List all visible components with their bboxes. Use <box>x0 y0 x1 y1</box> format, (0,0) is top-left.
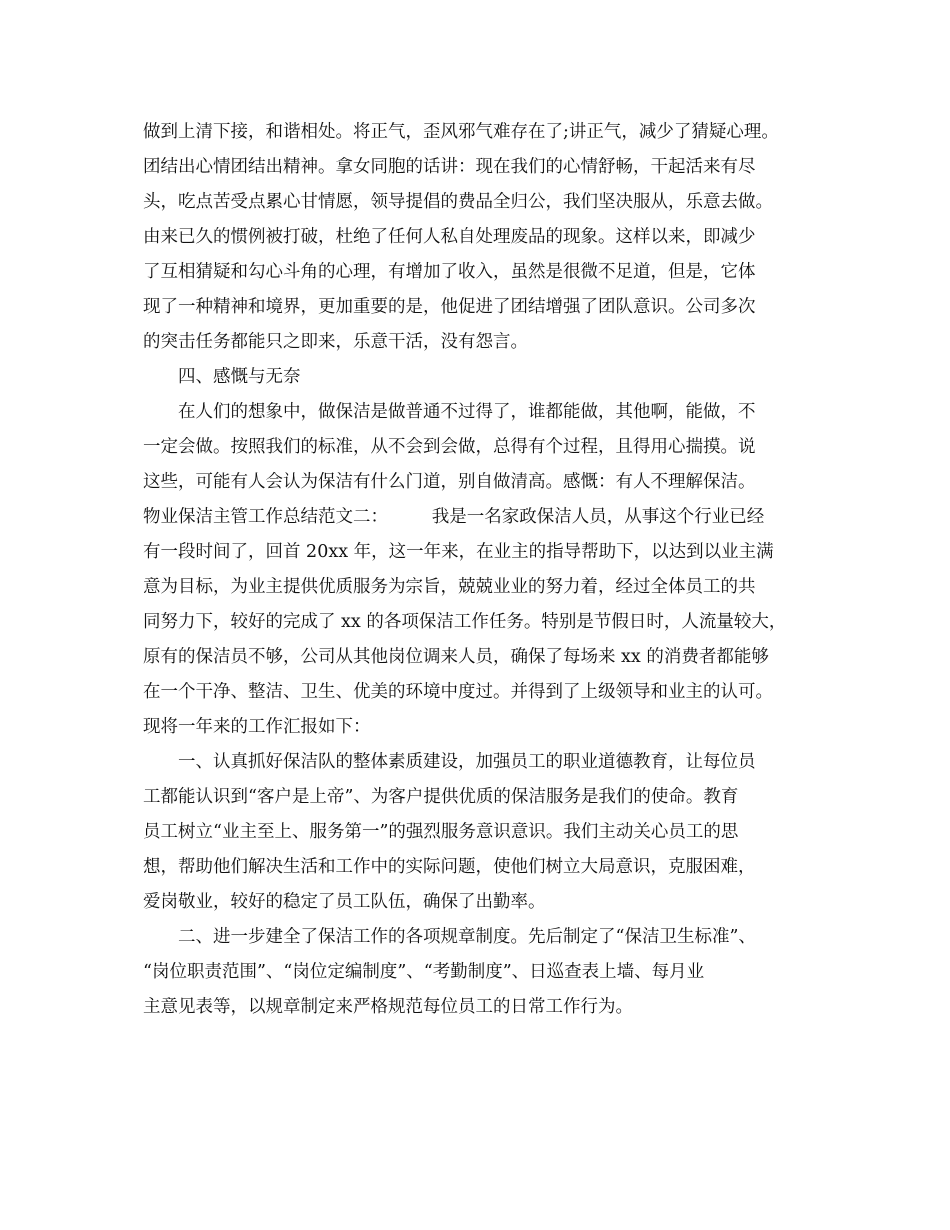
paragraph-line: 了互相猜疑和勾心斗角的心理，有增加了收入，虽然是很微不足道，但是，它体 <box>143 262 756 282</box>
paragraph-line: 同努力下，较好的完成了 xx 的各项保洁工作任务。特别是节假日时，人流量较大， <box>143 612 787 632</box>
paragraph-line: 一、认真抓好保洁队的整体素质建设，加强员工的职业道德教育，让每位员 <box>178 752 756 772</box>
paragraph-line: 在一个干净、整洁、卫生、优美的环境中度过。并得到了上级领导和业主的认可。 <box>143 682 773 702</box>
paragraph-line: 工都能认识到“客户是上帝”、为客户提供优质的保洁服务是我们的使命。教育 <box>143 787 739 807</box>
paragraph-line: 有一段时间了，回首 20xx 年，这一年来，在业主的指导帮助下，以达到以业主满 <box>143 542 774 562</box>
paragraph-line: “岗位职责范围”、“岗位定编制度”、“考勤制度”、日巡查表上墙、每月业 <box>143 962 705 982</box>
section-heading: 四、感慨与无奈 <box>178 367 301 387</box>
paragraph-line: 意为目标，为业主提供优质服务为宗旨，兢兢业业的努力着，经过全体员工的共 <box>143 577 756 597</box>
paragraph-line: 现了一种精神和境界，更加重要的是，他促进了团结增强了团队意识。公司多次 <box>143 297 756 317</box>
paragraph-line: 员工树立“业主至上、服务第一”的强烈服务意识意识。我们主动关心员工的思 <box>143 822 739 842</box>
paragraph-line: 二、进一步建全了保洁工作的各项规章制度。先后制定了“保洁卫生标准”、 <box>178 927 756 947</box>
paragraph-line: 头，吃点苦受点累心甘情愿，领导提倡的费品全归公，我们坚决服从，乐意去做。 <box>143 192 773 212</box>
paragraph-line: 由来已久的惯例被打破，杜绝了任何人私自处理废品的现象。这样以来，即减少 <box>143 227 756 247</box>
paragraph-line: 一定会做。按照我们的标准，从不会到会做，总得有个过程，且得用心揣摸。说 <box>143 437 756 457</box>
paragraph-line: 这些，可能有人会认为保洁有什么门道，别自做清高。感慨：有人不理解保洁。 <box>143 472 756 492</box>
paragraph-line: 在人们的想象中，做保洁是做普通不过得了，谁都能做，其他啊，能做，不 <box>178 402 756 422</box>
paragraph-line: 现将一年来的工作汇报如下： <box>143 717 371 737</box>
paragraph-line: 团结出心情团结出精神。拿女同胞的话讲：现在我们的心情舒畅，干起活来有尽 <box>143 157 756 177</box>
paragraph-line: 的突击任务都能只之即来，乐意干活，没有怨言。 <box>143 332 528 352</box>
paragraph-line: 原有的保洁员不够，公司从其他岗位调来人员，确保了每场来 xx 的消费者都能够 <box>143 647 769 667</box>
paragraph-line: 想，帮助他们解决生活和工作中的实际问题，使他们树立大局意识，克服困难， <box>143 857 756 877</box>
paragraph-line: 主意见表等，以规章制定来严格规范每位员工的日常工作行为。 <box>143 997 633 1017</box>
paragraph-line: 爱岗敬业，较好的稳定了员工队伍，确保了出勤率。 <box>143 892 546 912</box>
paragraph-line: 物业保洁主管工作总结范文二： 我是一名家政保洁人员，从事这个行业已经 <box>143 507 765 527</box>
paragraph-line: 做到上清下接，和谐相处。将正气，歪风邪气难存在了;讲正气，减少了猜疑心理。 <box>143 122 779 142</box>
